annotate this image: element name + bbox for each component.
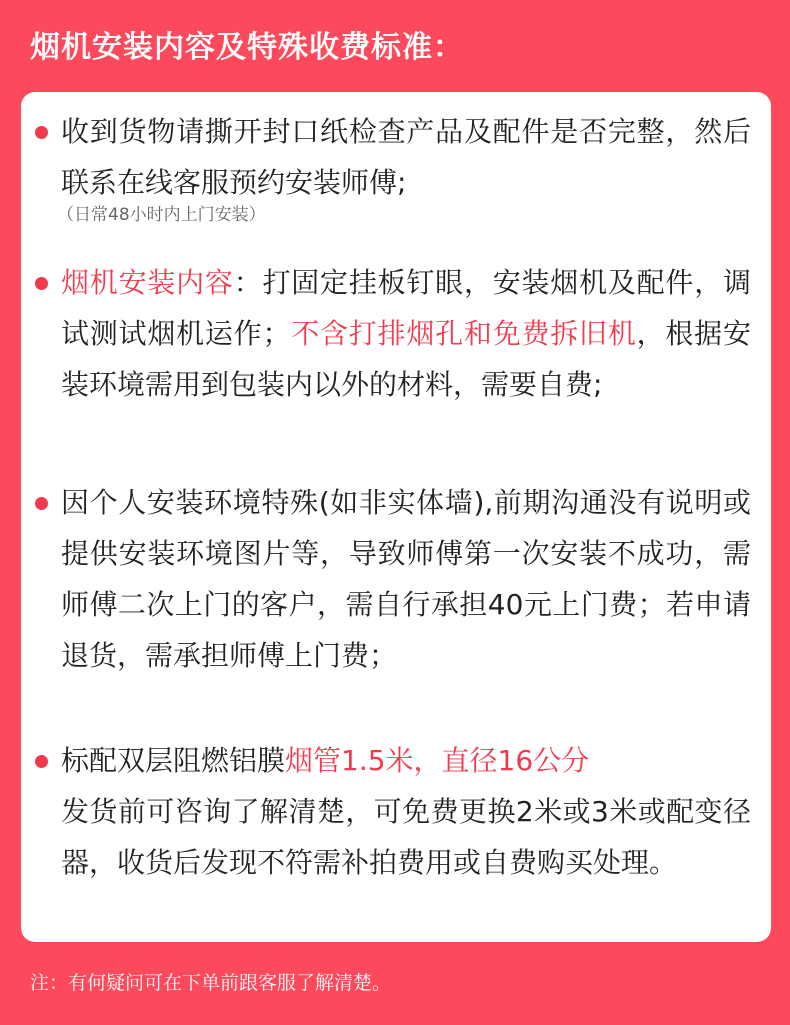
footer-note: 注：有何疑问可在下单前跟客服了解清楚。 <box>30 972 392 994</box>
bullet-dot-icon <box>35 497 48 510</box>
item-text <box>61 106 751 208</box>
content-card <box>21 92 771 942</box>
item-note: （日常48小时内上门安装） <box>57 205 266 225</box>
item-lead-highlight: 烟机安装内容 <box>61 266 234 299</box>
item-body: 因个人安装环境特殊(如非实体墙),前期沟通没有说明或提供安装环境图片等，导致师傅第一次安装不成功，需师傅二次上门的客户，需自行承担40元上门费；若申请退货，需承担师傅上门费； <box>61 486 751 672</box>
item-body-a: 标配双层阻燃铝膜 <box>61 744 286 777</box>
bullet-dot-icon <box>35 755 48 768</box>
item-highlight: 烟管1.5米，直径16公分 <box>285 744 590 777</box>
item-body-a: ：打固定挂板钉眼，安装烟机及配件，调试测试烟机运作； <box>61 266 751 350</box>
bullet-dot-icon <box>35 126 48 139</box>
page-title: 烟机安装内容及特殊收费标准： <box>30 30 464 65</box>
item-body: 收到货物请撕开封口纸检查产品及配件是否完整，然后联系在线客服预约安装师傅; <box>61 115 751 199</box>
item-body-b: 发货前可咨询了解清楚，可免费更换2米或3米或配变径器，收货后发现不符需补拍费用或自费购买处理。 <box>61 795 751 879</box>
item-text <box>61 257 751 410</box>
item-text <box>61 735 751 888</box>
item-body-b: ，根据安装环境需用到包装内以外的材料，需要自费; <box>61 317 751 401</box>
bullet-dot-icon <box>35 277 48 290</box>
item-text <box>61 477 751 681</box>
item-highlight: 不含打排烟孔和免费拆旧机 <box>290 317 637 350</box>
